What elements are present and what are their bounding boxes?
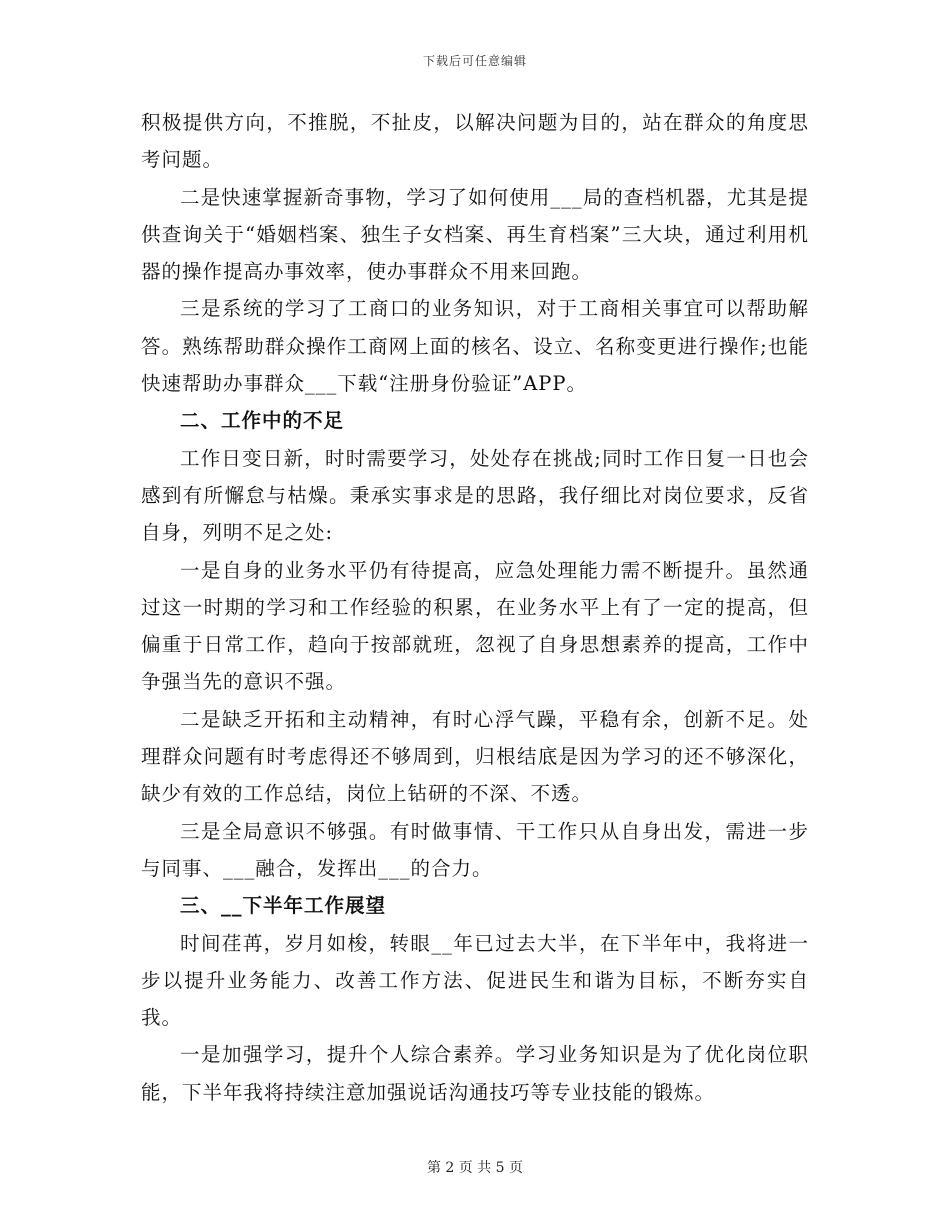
paragraph: 二是缺乏开拓和主动精神，有时心浮气躁，平稳有余，创新不足。处理群众问题有时考虑得还不够周到，归根结底是因为学习的还不够深化，缺少有效的工作总结，岗位上钻研的不深、不透。 [141,707,809,806]
section-heading: 三、__下半年工作展望 [180,894,387,918]
page-number: 第 2 页 共 5 页 [426,1160,524,1176]
page-header: 下载后可任意编辑 [422,54,527,68]
paragraph: 一是自身的业务水平仍有待提高，应急处理能力需不断提升。虽然通过这一时期的学习和工作经验的积累，在业务水平上有了一定的提高，但偏重于日常工作，趋向于按部就班，忽视了自身思想素养的提高，工作中争强当先的意识不强。 [141,558,809,694]
paragraph: 工作日变日新，时时需要学习，处处存在挑战;同时工作日复一日也会感到有所懈怠与枯燥。秉承实事求是的思路，我仔细比对岗位要求，反省自身，列明不足之处: [141,446,809,545]
section-heading: 二、工作中的不足 [180,409,345,433]
paragraph: 时间荏苒，岁月如梭，转眼__年已过去大半，在下半年中，我将进一步以提升业务能力、改善工作方法、促进民生和谐为目标，不断夯实自我。 [141,931,809,1030]
paragraph: 三是系统的学习了工商口的业务知识，对于工商相关事宜可以帮助解答。熟练帮助群众操作工商网上面的核名、设立、名称变更进行操作;也能快速帮助办事群众___下载“注册身份验证”APP。 [141,297,809,396]
paragraph: 二是快速掌握新奇事物，学习了如何使用___局的查档机器，尤其是提供查询关于“婚姻档案、独生子女档案、再生育档案”三大块，通过利用机器的操作提高办事效率，使办事群众不用来回跑。 [141,185,809,284]
paragraph: 一是加强学习，提升个人综合素养。学习业务知识是为了优化岗位职能，下半年我将持续注意加强说话沟通技巧等专业技能的锻炼。 [141,1043,809,1104]
paragraph: 积极提供方向，不推脱，不扯皮，以解决问题为目的，站在群众的角度思考问题。 [141,111,809,172]
paragraph: 三是全局意识不够强。有时做事情、干工作只从自身出发，需进一步与同事、___融合，发挥出___的合力。 [141,819,809,880]
document-body [141,104,809,1111]
